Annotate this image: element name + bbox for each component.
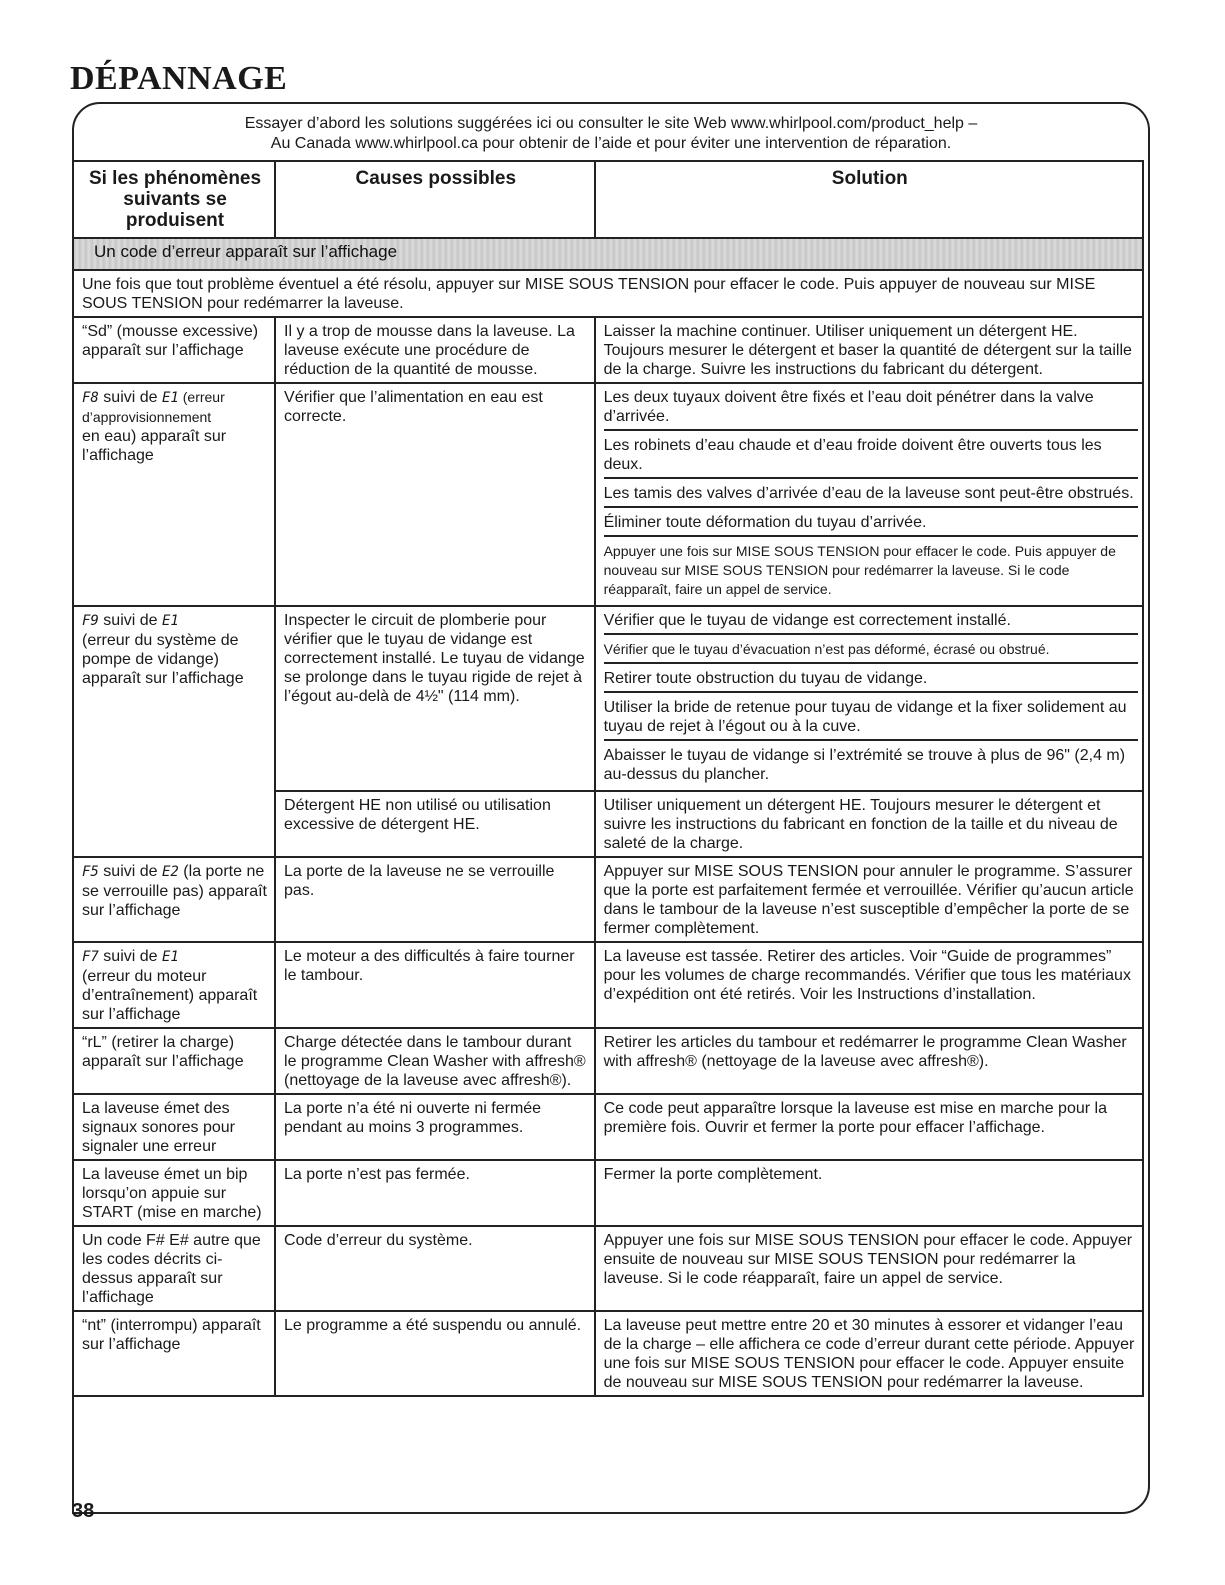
- symptom-cell: [73, 942, 275, 1028]
- table-row: [73, 1160, 1143, 1226]
- error-code: E2: [162, 864, 179, 880]
- symptom-cell: La laveuse émet des signaux sonores pour signaler une erreur: [73, 1094, 275, 1160]
- symptom-text: (la porte ne se verrouille pas) apparaît sur l’affichage: [82, 863, 267, 919]
- symptom-text: en eau) apparaît sur l’affichage: [82, 428, 227, 464]
- table-row: [73, 1226, 1143, 1311]
- symptom-text: suivi de: [98, 948, 162, 965]
- symptom-cell: “nt” (interrompu) apparaît sur l’affichage: [73, 1311, 275, 1396]
- symptom-cell: Un code F# E# autre que les codes décrits ci-dessus apparaît sur l’affichage: [73, 1226, 275, 1311]
- solution-item: Abaisser le tuyau de vidange si l’extrémité se trouve à plus de 96" (2,4 m) au-dessus du plancher.: [603, 747, 1126, 783]
- solution-cell: Fermer la porte complètement.: [595, 1160, 1143, 1226]
- solution-cell: Appuyer sur MISE SOUS TENSION pour annuler le programme. S’assurer que la porte est parfaitement fermée et verrouillée. Vérifier qu’aucun article dans le tambour de la laveuse n’est susceptible d’empêcher la porte de se fermer complètement.: [595, 857, 1143, 942]
- error-code: E1: [162, 613, 179, 629]
- cause-cell: Détergent HE non utilisé ou utilisation excessive de détergent HE.: [275, 791, 595, 857]
- header-solution: Solution: [595, 161, 1143, 238]
- header-symptom: Si les phénomènes suivants se produisent: [73, 161, 275, 238]
- symptom-text: suivi de: [98, 863, 162, 880]
- table-row: [73, 317, 1143, 383]
- solution-cell: Appuyer une fois sur MISE SOUS TENSION pour effacer le code. Appuyer ensuite de nouveau sur MISE SOUS TENSION pour redémarrer la laveuse. Si le code réapparaît, faire un appel de service.: [595, 1226, 1143, 1311]
- symptom-text: (erreur du moteur d’entraînement) apparaît sur l’affichage: [82, 968, 258, 1023]
- solution-cell: [595, 383, 1143, 606]
- page-number: 38: [72, 1500, 95, 1522]
- cause-cell: Le moteur a des difficultés à faire tourner le tambour.: [275, 942, 595, 1028]
- solution-cell: Utiliser uniquement un détergent HE. Toujours mesurer le détergent et suivre les instructions du fabricant en fonction de la taille et du niveau de saleté de la charge.: [595, 791, 1143, 857]
- error-code: F8: [82, 390, 99, 406]
- symptom-cell: [73, 383, 275, 606]
- solution-cell: Laisser la machine continuer. Utiliser uniquement un détergent HE. Toujours mesurer le détergent et baser la quantité de détergent sur la taille de la charge. Suivre les instructions du fabricant du détergent.: [595, 317, 1143, 383]
- solution-item: Les robinets d’eau chaude et d’eau froide doivent être ouverts tous les deux.: [604, 436, 1138, 479]
- error-code: F5: [82, 864, 99, 880]
- symptom-cell: “rL” (retirer la charge) apparaît sur l’affichage: [73, 1028, 275, 1094]
- solution-item: Éliminer toute déformation du tuyau d’arrivée.: [604, 513, 1138, 537]
- solution-cell: Retirer les articles du tambour et redémarrer le programme Clean Washer with affresh® (nettoyage de la laveuse avec affresh®).: [595, 1028, 1143, 1094]
- solution-cell: La laveuse est tassée. Retirer des articles. Voir “Guide de programmes” pour les volumes de charge recommandés. Vérifier que tous les matériaux d’expédition ont été retirés. Voir les Instructions d’installation.: [595, 942, 1143, 1028]
- symptom-text: (erreur d’approvisionnement: [82, 389, 225, 425]
- solution-item: Retirer toute obstruction du tuyau de vidange.: [604, 669, 1138, 693]
- table-row: [73, 1028, 1143, 1094]
- section-header-row: [73, 238, 1143, 270]
- symptom-text: suivi de: [98, 612, 162, 629]
- error-code: E1: [162, 390, 179, 406]
- symptom-text: suivi de: [98, 389, 162, 406]
- section-note: Une fois que tout problème éventuel a été résolu, appuyer sur MISE SOUS TENSION pour effacer le code. Puis appuyer de nouveau sur MISE SOUS TENSION pour redémarrer la laveuse.: [73, 270, 1143, 317]
- solution-cell: La laveuse peut mettre entre 20 et 30 minutes à essorer et vidanger l’eau de la charge – elle affichera ce code d’erreur durant cette période. Appuyer une fois sur MISE SOUS TENSION pour effacer le code. Appuyer ensuite de nouveau sur MISE SOUS TENSION pour redémarrer la laveuse.: [595, 1311, 1143, 1396]
- troubleshooting-table: [72, 160, 1144, 1397]
- symptom-cell: La laveuse émet un bip lorsqu’on appuie sur START (mise en marche): [73, 1160, 275, 1226]
- symptom-text: (erreur du système de pompe de vidange) apparaît sur l’affichage: [82, 632, 244, 687]
- solution-item: Appuyer une fois sur MISE SOUS TENSION pour effacer le code. Puis appuyer de nouveau sur MISE SOUS TENSION pour redémarrer la laveuse. Si le code réapparaît, faire un appel de service.: [603, 543, 1116, 597]
- solution-cell: [595, 606, 1143, 791]
- cause-cell: Le programme a été suspendu ou annulé.: [275, 1311, 595, 1396]
- solution-item: Les tamis des valves d’arrivée d’eau de la laveuse sont peut-être obstrués.: [604, 484, 1138, 508]
- cause-cell: La porte n’est pas fermée.: [275, 1160, 595, 1226]
- cause-cell: Vérifier que l’alimentation en eau est correcte.: [275, 383, 595, 606]
- intro-text: [74, 114, 1148, 154]
- header-cause: Causes possibles: [275, 161, 595, 238]
- cause-cell: La porte de la laveuse ne se verrouille pas.: [275, 857, 595, 942]
- error-code: F7: [82, 949, 99, 965]
- page-title: DÉPANNAGE: [70, 60, 288, 97]
- section-note-row: [73, 270, 1143, 317]
- intro-line-1: Essayer d’abord les solutions suggérées ici ou consulter le site Web www.whirlpool.com/product_help –: [244, 115, 978, 132]
- cause-cell: La porte n’a été ni ouverte ni fermée pendant au moins 3 programmes.: [275, 1094, 595, 1160]
- solution-item: Les deux tuyaux doivent être fixés et l’eau doit pénétrer dans la valve d’arrivée.: [604, 388, 1138, 431]
- table-row: [73, 1094, 1143, 1160]
- table-row: [73, 857, 1143, 942]
- cause-cell: Il y a trop de mousse dans la laveuse. La laveuse exécute une procédure de réduction de la quantité de mousse.: [275, 317, 595, 383]
- table-header-row: [73, 161, 1143, 238]
- cause-cell: Inspecter le circuit de plomberie pour vérifier que le tuyau de vidange est correctement installé. Le tuyau de vidange se prolonge dans le tuyau rigide de rejet à l’égout au-delà de 4½" (114 mm).: [275, 606, 595, 791]
- solution-cell: Ce code peut apparaître lorsque la laveuse est mise en marche pour la première fois. Ouvrir et fermer la porte pour effacer l’affichage.: [595, 1094, 1143, 1160]
- solution-item: Vérifier que le tuyau d’évacuation n’est pas déformé, écrasé ou obstrué.: [604, 640, 1138, 664]
- cause-cell: Charge détectée dans le tambour durant le programme Clean Washer with affresh® (nettoyage de la laveuse avec affresh®).: [275, 1028, 595, 1094]
- table-row: [73, 606, 1143, 791]
- symptom-cell: [73, 857, 275, 942]
- solution-item: Vérifier que le tuyau de vidange est correctement installé.: [604, 611, 1138, 635]
- table-row: [73, 942, 1143, 1028]
- error-code: F9: [82, 613, 99, 629]
- solution-item: Utiliser la bride de retenue pour tuyau de vidange et la fixer solidement au tuyau de rejet à l’égout ou à la cuve.: [604, 698, 1138, 741]
- cause-cell: Code d’erreur du système.: [275, 1226, 595, 1311]
- table-row: [73, 383, 1143, 606]
- symptom-cell: “Sd” (mousse excessive) apparaît sur l’affichage: [73, 317, 275, 383]
- section-title: Un code d’erreur apparaît sur l’affichage: [73, 238, 1143, 270]
- table-row: [73, 1311, 1143, 1396]
- error-code: E1: [162, 949, 179, 965]
- symptom-cell: [73, 606, 275, 857]
- intro-line-2: Au Canada www.whirlpool.ca pour obtenir de l’aide et pour éviter une intervention de réparation.: [270, 135, 952, 152]
